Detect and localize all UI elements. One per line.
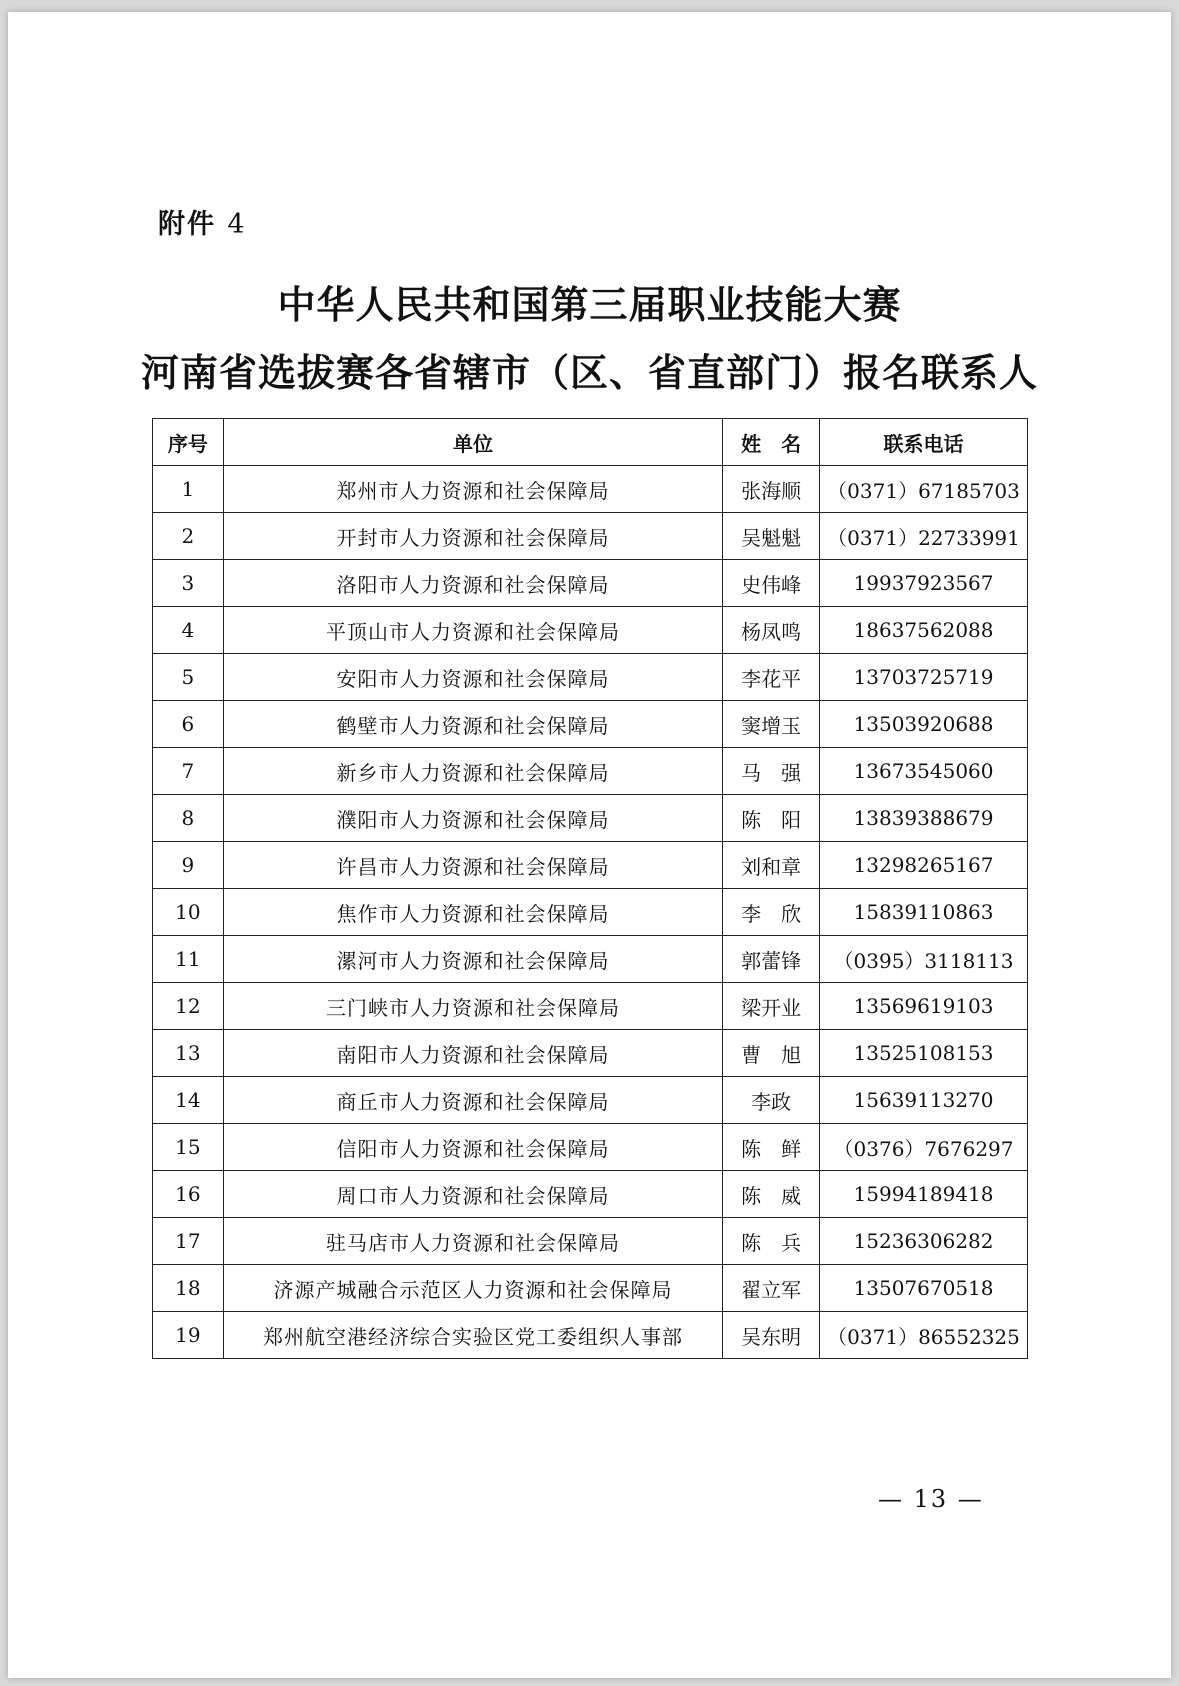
table-row	[153, 889, 1028, 936]
cell-index: 11	[153, 936, 224, 983]
document-page	[8, 12, 1171, 1678]
table-row	[153, 1030, 1028, 1077]
table-header-row	[153, 419, 1028, 466]
cell-unit: 鹤壁市人力资源和社会保障局	[223, 701, 723, 748]
table-row	[153, 701, 1028, 748]
cell-name: 刘和章	[723, 842, 820, 889]
cell-name: 梁开业	[723, 983, 820, 1030]
cell-unit: 新乡市人力资源和社会保障局	[223, 748, 723, 795]
table-row	[153, 1171, 1028, 1218]
cell-name: 李 欣	[723, 889, 820, 936]
cell-unit: 信阳市人力资源和社会保障局	[223, 1124, 723, 1171]
cell-unit: 安阳市人力资源和社会保障局	[223, 654, 723, 701]
cell-phone: 19937923567	[820, 560, 1028, 607]
cell-phone: （0376）7676297	[820, 1124, 1028, 1171]
table-row	[153, 654, 1028, 701]
table-row	[153, 513, 1028, 560]
cell-phone: 13569619103	[820, 983, 1028, 1030]
cell-unit: 洛阳市人力资源和社会保障局	[223, 560, 723, 607]
cell-unit: 开封市人力资源和社会保障局	[223, 513, 723, 560]
table-row	[153, 936, 1028, 983]
cell-phone: （0371）86552325	[820, 1312, 1028, 1359]
cell-unit: 三门峡市人力资源和社会保障局	[223, 983, 723, 1030]
attachment-text: 附件	[158, 209, 216, 240]
cell-unit: 平顶山市人力资源和社会保障局	[223, 607, 723, 654]
cell-unit: 许昌市人力资源和社会保障局	[223, 842, 723, 889]
cell-name: 陈 威	[723, 1171, 820, 1218]
cell-index: 3	[153, 560, 224, 607]
table-row	[153, 607, 1028, 654]
cell-unit: 驻马店市人力资源和社会保障局	[223, 1218, 723, 1265]
cell-index: 10	[153, 889, 224, 936]
contacts-table	[152, 418, 1028, 1359]
table-row	[153, 560, 1028, 607]
cell-unit: 郑州市人力资源和社会保障局	[223, 466, 723, 513]
cell-phone: 15639113270	[820, 1077, 1028, 1124]
cell-name: 李政	[723, 1077, 820, 1124]
title-line-2: 河南省选拔赛各省辖市（区、省直部门）报名联系人	[140, 351, 1038, 395]
table-row	[153, 466, 1028, 513]
cell-phone: 13507670518	[820, 1265, 1028, 1312]
cell-name: 李花平	[723, 654, 820, 701]
table-row	[153, 1124, 1028, 1171]
cell-index: 14	[153, 1077, 224, 1124]
table-row	[153, 983, 1028, 1030]
cell-unit: 濮阳市人力资源和社会保障局	[223, 795, 723, 842]
cell-name: 翟立军	[723, 1265, 820, 1312]
cell-index: 1	[153, 466, 224, 513]
cell-unit: 郑州航空港经济综合实验区党工委组织人事部	[223, 1312, 723, 1359]
cell-name: 马 强	[723, 748, 820, 795]
table-row	[153, 1265, 1028, 1312]
cell-name: 史伟峰	[723, 560, 820, 607]
attachment-number: 4	[227, 209, 247, 240]
cell-phone: （0371）22733991	[820, 513, 1028, 560]
cell-name: 吴东明	[723, 1312, 820, 1359]
cell-phone: 15236306282	[820, 1218, 1028, 1265]
cell-index: 2	[153, 513, 224, 560]
cell-index: 19	[153, 1312, 224, 1359]
table-row	[153, 748, 1028, 795]
cell-name: 郭蕾锋	[723, 936, 820, 983]
table-row	[153, 842, 1028, 889]
cell-index: 7	[153, 748, 224, 795]
cell-index: 16	[153, 1171, 224, 1218]
cell-phone: 13503920688	[820, 701, 1028, 748]
header-name: 姓 名	[723, 419, 820, 466]
cell-index: 6	[153, 701, 224, 748]
table-row	[153, 1312, 1028, 1359]
cell-index: 4	[153, 607, 224, 654]
cell-phone: 18637562088	[820, 607, 1028, 654]
header-index: 序号	[153, 419, 224, 466]
cell-name: 陈 鲜	[723, 1124, 820, 1171]
cell-index: 5	[153, 654, 224, 701]
page-number: — 13 —	[878, 1485, 984, 1513]
cell-unit: 济源产城融合示范区人力资源和社会保障局	[223, 1265, 723, 1312]
cell-name: 吴魁魁	[723, 513, 820, 560]
cell-unit: 焦作市人力资源和社会保障局	[223, 889, 723, 936]
cell-unit: 南阳市人力资源和社会保障局	[223, 1030, 723, 1077]
header-unit: 单位	[223, 419, 723, 466]
cell-phone: 15839110863	[820, 889, 1028, 936]
cell-index: 9	[153, 842, 224, 889]
cell-index: 15	[153, 1124, 224, 1171]
cell-phone: 13839388679	[820, 795, 1028, 842]
table-row	[153, 1077, 1028, 1124]
cell-phone: 13673545060	[820, 748, 1028, 795]
cell-index: 8	[153, 795, 224, 842]
cell-unit: 漯河市人力资源和社会保障局	[223, 936, 723, 983]
cell-index: 17	[153, 1218, 224, 1265]
cell-index: 13	[153, 1030, 224, 1077]
cell-index: 12	[153, 983, 224, 1030]
cell-unit: 周口市人力资源和社会保障局	[223, 1171, 723, 1218]
header-phone: 联系电话	[820, 419, 1028, 466]
table-row	[153, 1218, 1028, 1265]
cell-name: 窦增玉	[723, 701, 820, 748]
cell-phone: 13525108153	[820, 1030, 1028, 1077]
table-row	[153, 795, 1028, 842]
cell-phone: （0371）67185703	[820, 466, 1028, 513]
cell-phone: 15994189418	[820, 1171, 1028, 1218]
attachment-label	[158, 202, 247, 241]
cell-name: 曹 旭	[723, 1030, 820, 1077]
cell-phone: 13703725719	[820, 654, 1028, 701]
cell-name: 陈 兵	[723, 1218, 820, 1265]
cell-phone: 13298265167	[820, 842, 1028, 889]
cell-index: 18	[153, 1265, 224, 1312]
cell-name: 张海顺	[723, 466, 820, 513]
cell-unit: 商丘市人力资源和社会保障局	[223, 1077, 723, 1124]
cell-phone: （0395）3118113	[820, 936, 1028, 983]
cell-name: 陈 阳	[723, 795, 820, 842]
title-line-1: 中华人民共和国第三届职业技能大赛	[277, 283, 902, 327]
cell-name: 杨凤鸣	[723, 607, 820, 654]
